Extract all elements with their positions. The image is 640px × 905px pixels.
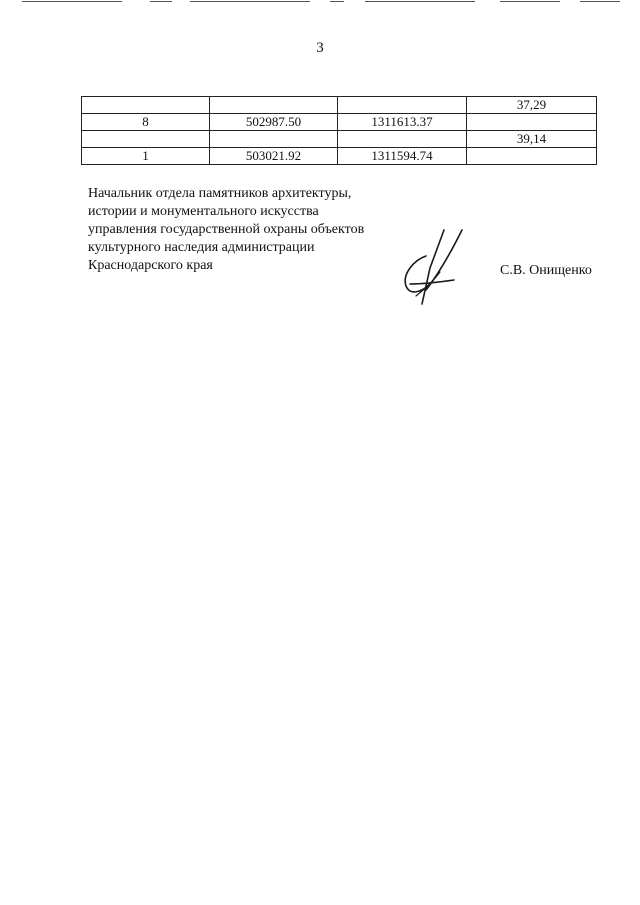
point-number-cell (82, 97, 210, 114)
position-line: Начальник отдела памятников архитектуры, (88, 186, 352, 201)
scan-edge-marks (0, 0, 640, 6)
point-number-cell: 8 (82, 114, 210, 131)
distance-cell: 39,14 (467, 131, 597, 148)
position-line: управления государственной охраны объектов (88, 222, 365, 237)
y-coordinate-cell: 1311594.74 (338, 148, 467, 165)
point-number-cell (82, 131, 210, 148)
handwritten-signature (396, 226, 476, 306)
distance-cell (467, 114, 597, 131)
signatory-position (88, 185, 364, 275)
table-row (82, 148, 597, 165)
y-coordinate-cell (338, 97, 467, 114)
y-coordinate-cell (338, 131, 467, 148)
position-line: истории и монументального искусства (88, 204, 319, 219)
signatory-name: С.В. Онищенко (500, 263, 592, 278)
page-number: 3 (316, 40, 324, 56)
y-coordinate-cell: 1311613.37 (338, 114, 467, 131)
x-coordinate-cell: 503021.92 (210, 148, 338, 165)
position-line: культурного наследия администрации (88, 240, 315, 255)
x-coordinate-cell: 502987.50 (210, 114, 338, 131)
point-number-cell: 1 (82, 148, 210, 165)
x-coordinate-cell (210, 131, 338, 148)
table-row (82, 97, 597, 114)
coordinates-table (81, 96, 597, 165)
x-coordinate-cell (210, 97, 338, 114)
table-row (82, 131, 597, 148)
distance-cell: 37,29 (467, 97, 597, 114)
distance-cell (467, 148, 597, 165)
position-line: Краснодарского края (88, 258, 213, 273)
table-row (82, 114, 597, 131)
